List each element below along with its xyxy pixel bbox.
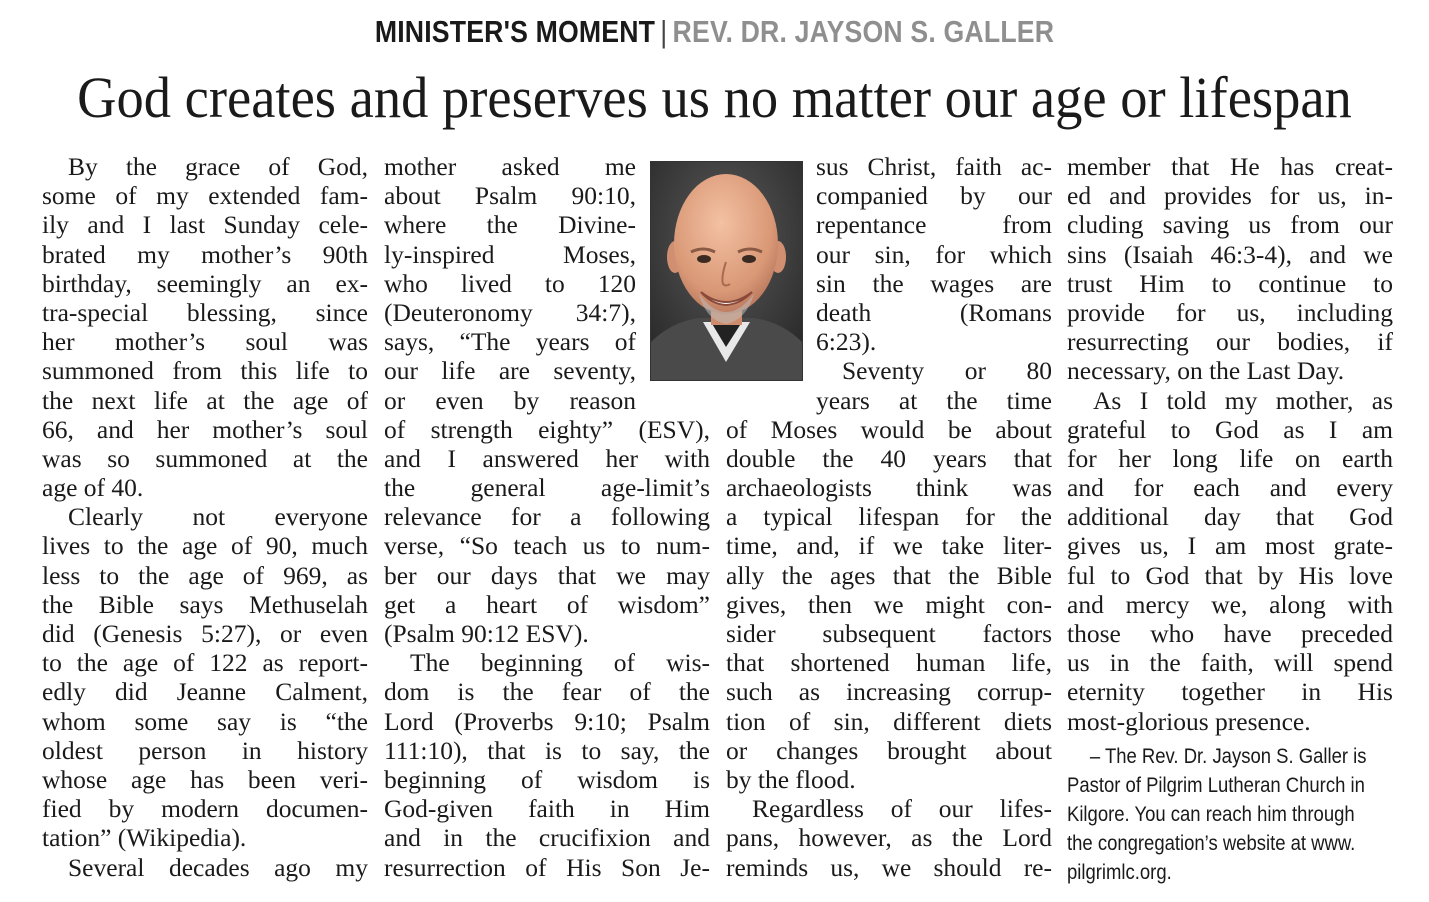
text-line: our sin, for which (816, 239, 1052, 269)
text-line: for her long life on earth (1067, 443, 1393, 473)
author-bio (1067, 742, 1397, 887)
bio-line: the congregation’s website at www. (1067, 832, 1356, 855)
text-line: God-given faith in Him (384, 794, 710, 824)
text-line: eternity together in His (1067, 677, 1393, 707)
text-line: summoned from this life to (42, 356, 368, 386)
text-line: and in the crucifixion and (384, 823, 710, 853)
text-line: who lived to 120 (384, 268, 636, 298)
text-line: age of 40. (42, 473, 144, 503)
bio-line: Pastor of Pilgrim Lutheran Church in (1067, 774, 1365, 797)
text-line: the next life at the age of (42, 385, 368, 415)
text-line: tation” (Wikipedia). (42, 823, 247, 853)
text-line: pans, however, as the Lord (726, 823, 1052, 853)
text-line: (Deuteronomy 34:7), (384, 297, 636, 327)
text-line: necessary, on the Last Day. (1067, 356, 1345, 386)
text-line: and for each and every (1067, 473, 1393, 503)
text-line: most-glorious presence. (1067, 706, 1311, 736)
bio-line: pilgrimlc.org. (1067, 861, 1172, 884)
text-line: sin the wages are (816, 268, 1052, 298)
text-line: of strength eighty” (ESV), (384, 414, 710, 444)
text-line: beginning of wisdom is (384, 764, 710, 794)
text-line: Clearly not everyone (68, 502, 368, 532)
bio-line: Kilgore. You can reach him through (1067, 803, 1355, 826)
text-line: fied by modern documen- (42, 794, 368, 824)
headline: God creates and preserves us no matter our age or lifespan (77, 65, 1352, 130)
text-line: to the age of 122 as report- (42, 648, 368, 678)
text-line: Seventy or 80 (842, 356, 1052, 386)
text-line: birthday, seemingly an ex- (42, 268, 368, 298)
text-line: that shortened human life, (726, 648, 1052, 678)
text-line: 111:10), that is to say, the (384, 735, 710, 765)
text-line: where the Divine- (384, 210, 636, 240)
text-line: the Bible says Methuselah (42, 589, 368, 619)
text-line: Lord (Proverbs 9:10; Psalm (384, 706, 710, 736)
text-line: double the 40 years that (726, 443, 1052, 473)
text-line: dom is the fear of the (384, 677, 710, 707)
text-line: Several decades ago my (68, 852, 368, 882)
text-line: 66, and her mother’s soul (42, 414, 368, 444)
text-line: and I answered her with (384, 443, 710, 473)
text-line: death (Romans (816, 297, 1052, 327)
text-line: cluding saving us from our (1067, 210, 1393, 240)
text-line: less to the age of 969, as (42, 560, 368, 590)
text-line: sus Christ, faith ac- (816, 152, 1052, 181)
text-line: the general age-limit’s (384, 473, 710, 503)
text-line: repentance from (816, 210, 1052, 240)
text-line: additional day that God (1067, 502, 1393, 532)
text-line: of Moses would be about (726, 414, 1052, 444)
text-line: was so summoned at the (42, 443, 368, 473)
text-line: edly did Jeanne Calment, (42, 677, 368, 707)
text-line: about Psalm 90:10, (384, 181, 636, 211)
article-column-3 (726, 152, 1052, 882)
text-line: sider subsequent factors (726, 619, 1052, 648)
text-line: reminds us, we should re- (726, 852, 1052, 882)
article-column-4 (1067, 152, 1393, 736)
kicker-separator: | (660, 14, 668, 49)
text-line: and mercy we, along with (1067, 589, 1393, 619)
text-line: time, and, if we take liter- (726, 531, 1052, 561)
text-line: archaeologists think was (726, 473, 1052, 503)
text-line: relevance for a following (384, 502, 710, 532)
text-line: oldest person in history (42, 735, 368, 765)
kicker-author: REV. DR. JAYSON S. GALLER (672, 14, 1055, 49)
article-column-1 (42, 152, 368, 882)
text-line: tion of sin, different diets (726, 706, 1052, 736)
text-line: tra-special blessing, since (42, 297, 368, 327)
text-line: get a heart of wisdom” (384, 589, 710, 619)
text-line: The beginning of wis- (410, 648, 710, 678)
text-line: (Psalm 90:12 ESV). (384, 619, 589, 648)
text-line: mother asked me (384, 152, 636, 181)
text-line: By the grace of God, (68, 152, 368, 181)
text-line: whom some say is “the (42, 706, 368, 736)
text-line: says, “The years of (384, 327, 636, 357)
text-line: ally the ages that the Bible (726, 560, 1052, 590)
section-kicker (100, 14, 1329, 50)
text-line: As I told my mother, as (1093, 385, 1393, 415)
text-line: ber our days that we may (384, 560, 710, 590)
section-label: MINISTER'S MOMENT (374, 14, 656, 49)
text-line: whose age has been veri- (42, 764, 368, 794)
text-line: provide for us, including (1067, 297, 1393, 327)
text-line: gives us, I am most grate- (1067, 531, 1393, 561)
text-line: such as increasing corrup- (726, 677, 1052, 707)
text-line: ly-inspired Moses, (384, 239, 636, 269)
text-line: brated my mother’s 90th (42, 239, 368, 269)
text-line: did (Genesis 5:27), or even (42, 619, 368, 648)
text-line: sins (Isaiah 46:3-4), and we (1067, 239, 1393, 269)
text-line: companied by our (816, 181, 1052, 211)
text-line: 6:23). (816, 327, 877, 357)
text-line: a typical lifespan for the (726, 502, 1052, 532)
text-line: Regardless of our lifes- (752, 794, 1052, 824)
text-line: or changes brought about (726, 735, 1052, 765)
bio-line: – The Rev. Dr. Jayson S. Galler is (1089, 745, 1367, 768)
text-line: resurrection of His Son Je- (384, 852, 710, 882)
text-line: by the flood. (726, 764, 856, 794)
text-line: years at the time (816, 385, 1052, 415)
text-line: trust Him to continue to (1067, 268, 1393, 298)
text-line: verse, “So teach us to num- (384, 531, 710, 561)
text-line: or even by reason (384, 385, 636, 415)
text-line: ful to God that by His love (1067, 560, 1393, 590)
text-line: those who have preceded (1067, 619, 1393, 648)
text-line: our life are seventy, (384, 356, 636, 386)
text-line: her mother’s soul was (42, 327, 368, 357)
article-column-2 (384, 152, 710, 882)
text-line: some of my extended fam- (42, 181, 368, 211)
text-line: us in the faith, will spend (1067, 648, 1393, 678)
text-line: member that He has creat- (1067, 152, 1393, 181)
text-line: ed and provides for us, in- (1067, 181, 1393, 211)
text-line: gives, then we might con- (726, 589, 1052, 619)
text-line: lives to the age of 90, much (42, 531, 368, 561)
text-line: grateful to God as I am (1067, 414, 1393, 444)
text-line: resurrecting our bodies, if (1067, 327, 1393, 357)
text-line: ily and I last Sunday cele- (42, 210, 368, 240)
